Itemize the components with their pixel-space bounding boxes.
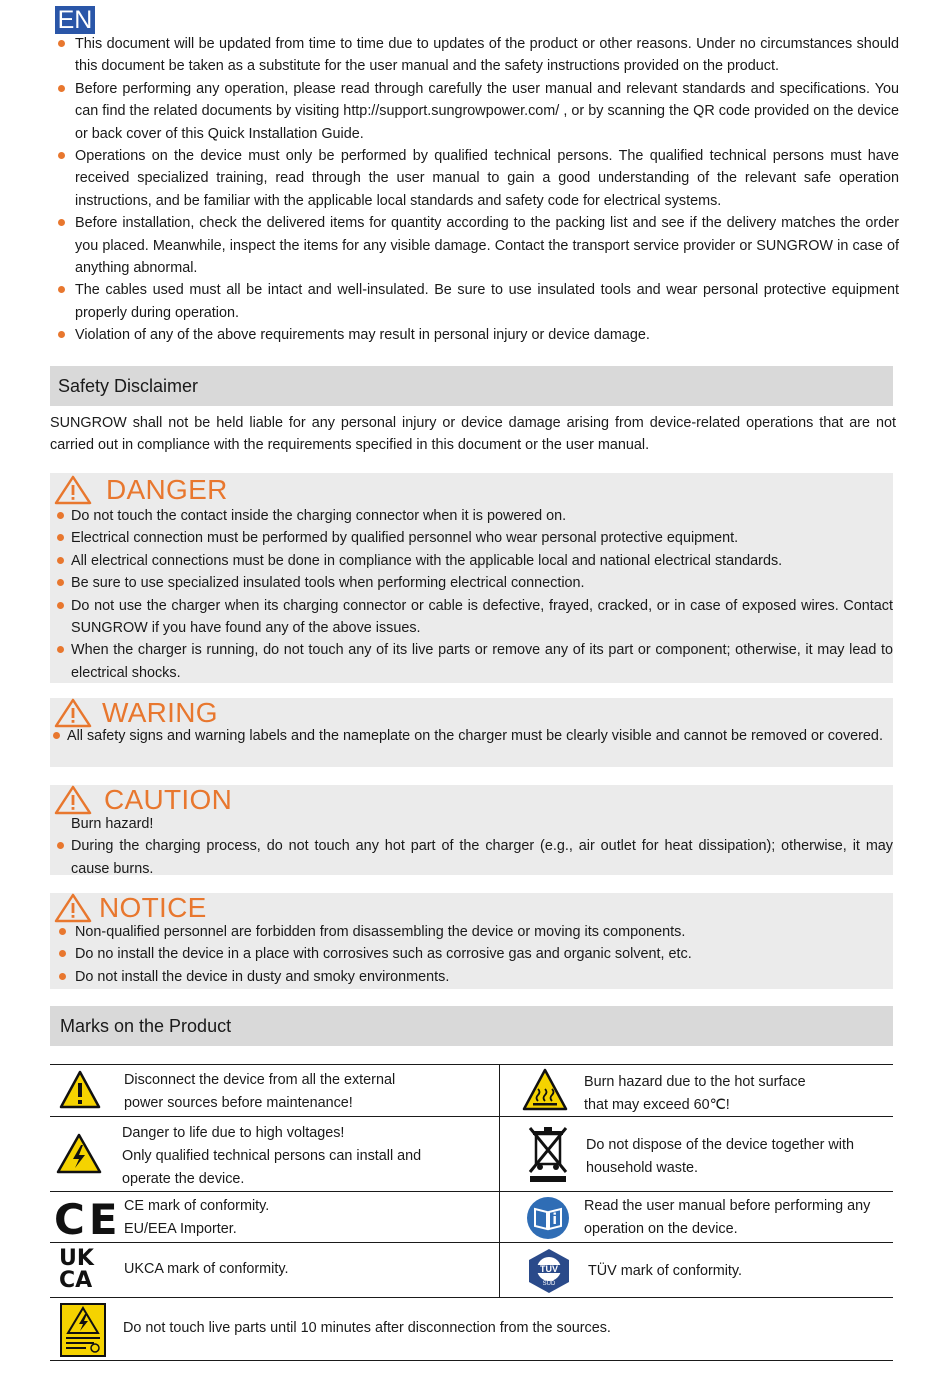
list-item: All safety signs and warning labels and the nameplate on the charger must be clearly visible and cannot be removed or covered.: [50, 725, 893, 747]
warning-triangle-icon: [54, 698, 92, 728]
bullet-dot: [53, 732, 60, 739]
bullet-dot: [58, 286, 65, 293]
mark-cell: [50, 1244, 499, 1297]
hot-surface-icon: [522, 1067, 568, 1118]
intro-list: [55, 33, 899, 347]
mark-cell: [50, 1118, 499, 1191]
general-warning-icon: [59, 1069, 101, 1116]
bullet-dot: [57, 646, 64, 653]
danger-box: [50, 473, 893, 683]
mark-cell: [50, 1065, 499, 1116]
safety-disclaimer-text: SUNGROW shall not be held liable for any personal injury or device damage arising from device-related operations that are not carried out in compliance with the requirements specified in this document or the user manual.: [50, 415, 896, 454]
mark-description: TÜV mark of conformity.: [588, 1263, 743, 1279]
ce-mark-icon: CE: [54, 1195, 122, 1244]
list-item: Do not use the charger when its charging connector or cable is defective, frayed, cracked, or in case of exposed wires. Contact SUNGROW if you have found any of the above issues.: [50, 595, 893, 640]
bullet-dot: [57, 579, 64, 586]
caution-subtitle: Burn hazard!: [71, 816, 154, 832]
bullet-dot: [57, 557, 64, 564]
high-voltage-icon: [56, 1132, 102, 1181]
notice-list: [50, 921, 893, 988]
list-item: Electrical connection must be performed by qualified personnel who wear personal protective equipment.: [50, 527, 893, 549]
table-row: [50, 1118, 893, 1192]
weee-crossed-bin-icon: [526, 1124, 570, 1189]
list-item: Violation of any of the above requirements may result in personal injury or device damage.: [55, 324, 899, 346]
warning-triangle-icon: [54, 893, 92, 923]
danger-header: [54, 475, 228, 505]
list-item: Before installation, check the delivered items for quantity according to the packing list and see if the delivery matches the order you placed. Meanwhile, inspect the items for any visible damage. Contact the transport service provider or SUNGROW in case of anything abnormal.: [55, 212, 899, 279]
list-item: This document will be updated from time to time due to updates of the product or other reasons. Under no circumstances should this document be taken as a substitute for the user manual and the safety instructions provided on the product.: [55, 33, 899, 78]
list-item: During the charging process, do not touch any hot part of the charger (e.g., air outlet for heat dissipation); otherwise, it may cause burns.: [50, 835, 893, 880]
safety-disclaimer-heading: Safety Disclaimer: [50, 366, 893, 406]
caution-header: [54, 785, 232, 815]
caution-box: [50, 785, 893, 875]
danger-title: DANGER: [106, 474, 228, 505]
bullet-dot: [58, 331, 65, 338]
list-item: Do no install the device in a place with corrosives such as corrosive gas and organic solvent, etc.: [50, 943, 893, 965]
mark-cell: [50, 1193, 499, 1242]
table-row: [50, 1193, 893, 1243]
bullet-dot: [57, 512, 64, 519]
table-row: [50, 1065, 893, 1117]
marks-heading: Marks on the Product: [50, 1006, 893, 1046]
bullet-dot: [57, 534, 64, 541]
list-item: All electrical connections must be done in compliance with the applicable local and national electrical standards.: [50, 550, 893, 572]
read-manual-icon: [526, 1196, 570, 1245]
warning-box: [50, 698, 893, 767]
mark-description: Do not touch live parts until 10 minutes after disconnection from the sources.: [123, 1320, 611, 1336]
bullet-dot: [58, 85, 65, 92]
bullet-dot: [58, 152, 65, 159]
tuv-mark-icon: TÜV SÜD: [526, 1248, 572, 1294]
mark-cell: [500, 1193, 893, 1242]
warning-title: WARING: [102, 697, 218, 728]
notice-title: NOTICE: [99, 892, 207, 923]
warning-header: [54, 698, 218, 728]
mark-description: Read the user manual before performing any operation on the device.: [584, 1198, 871, 1237]
mark-description: UKCA mark of conformity.: [124, 1261, 289, 1277]
list-item: Before performing any operation, please read through carefully the user manual and relevant standards and specifications. You can find the related documents by visiting http://support.sungrowpower.com/ , or by scanning the QR code provided on the device or back cover of this Quick Installation Guide.: [55, 78, 899, 145]
caution-list: [50, 813, 893, 880]
bullet-dot: [58, 219, 65, 226]
mark-cell: [500, 1118, 893, 1191]
bullet-dot: [59, 928, 66, 935]
caution-title: CAUTION: [104, 784, 233, 815]
warning-triangle-icon: [54, 475, 92, 505]
mark-cell: [500, 1065, 893, 1116]
list-item: Be sure to use specialized insulated tools when performing electrical connection.: [50, 572, 893, 594]
bullet-dot: [59, 950, 66, 957]
warning-triangle-icon: [54, 785, 92, 815]
language-badge: EN: [55, 6, 95, 34]
list-item: When the charger is running, do not touch any of its live parts or remove any of its part or component; otherwise, it may lead to electrical shocks.: [50, 639, 893, 684]
mark-cell: [500, 1244, 893, 1297]
list-item: Do not install the device in dusty and smoky environments.: [50, 966, 893, 988]
mark-description: Do not dispose of the device together with household waste.: [586, 1137, 854, 1176]
list-item: The cables used must all be intact and well-insulated. Be sure to use insulated tools and wear personal protective equipment properly during operation.: [55, 279, 899, 324]
bullet-dot: [57, 842, 64, 849]
ukca-mark-icon: UK CA: [59, 1246, 94, 1293]
danger-list: [50, 505, 893, 684]
mark-description: CE mark of conformity. EU/EEA Importer.: [124, 1198, 270, 1237]
mark-description: Disconnect the device from all the external power sources before maintenance!: [124, 1072, 396, 1111]
list-item: Do not touch the contact inside the charging connector when it is powered on.: [50, 505, 893, 527]
notice-box: [50, 893, 893, 989]
discharge-time-warning-icon: [60, 1303, 106, 1362]
mark-description: Danger to life due to high voltages! Only qualified technical persons can install and operate the device.: [122, 1125, 422, 1187]
warning-list: [50, 725, 893, 747]
list-item: Operations on the device must only be performed by qualified technical persons. The qualified technical persons must have received specialized training, read through the user manual to gain a good understanding of the relevant safe operation instructions, and be familiar with the applicable local standards and safety code for electrical systems.: [55, 145, 899, 212]
mark-cell: [50, 1299, 893, 1360]
bullet-dot: [59, 973, 66, 980]
mark-description: Burn hazard due to the hot surface that may exceed 60℃!: [584, 1074, 806, 1113]
list-item: Non-qualified personnel are forbidden from disassembling the device or moving its components.: [50, 921, 893, 943]
table-row: [50, 1299, 893, 1361]
bullet-dot: [57, 602, 64, 609]
table-row: [50, 1244, 893, 1298]
bullet-dot: [58, 40, 65, 47]
notice-header: [54, 893, 207, 923]
